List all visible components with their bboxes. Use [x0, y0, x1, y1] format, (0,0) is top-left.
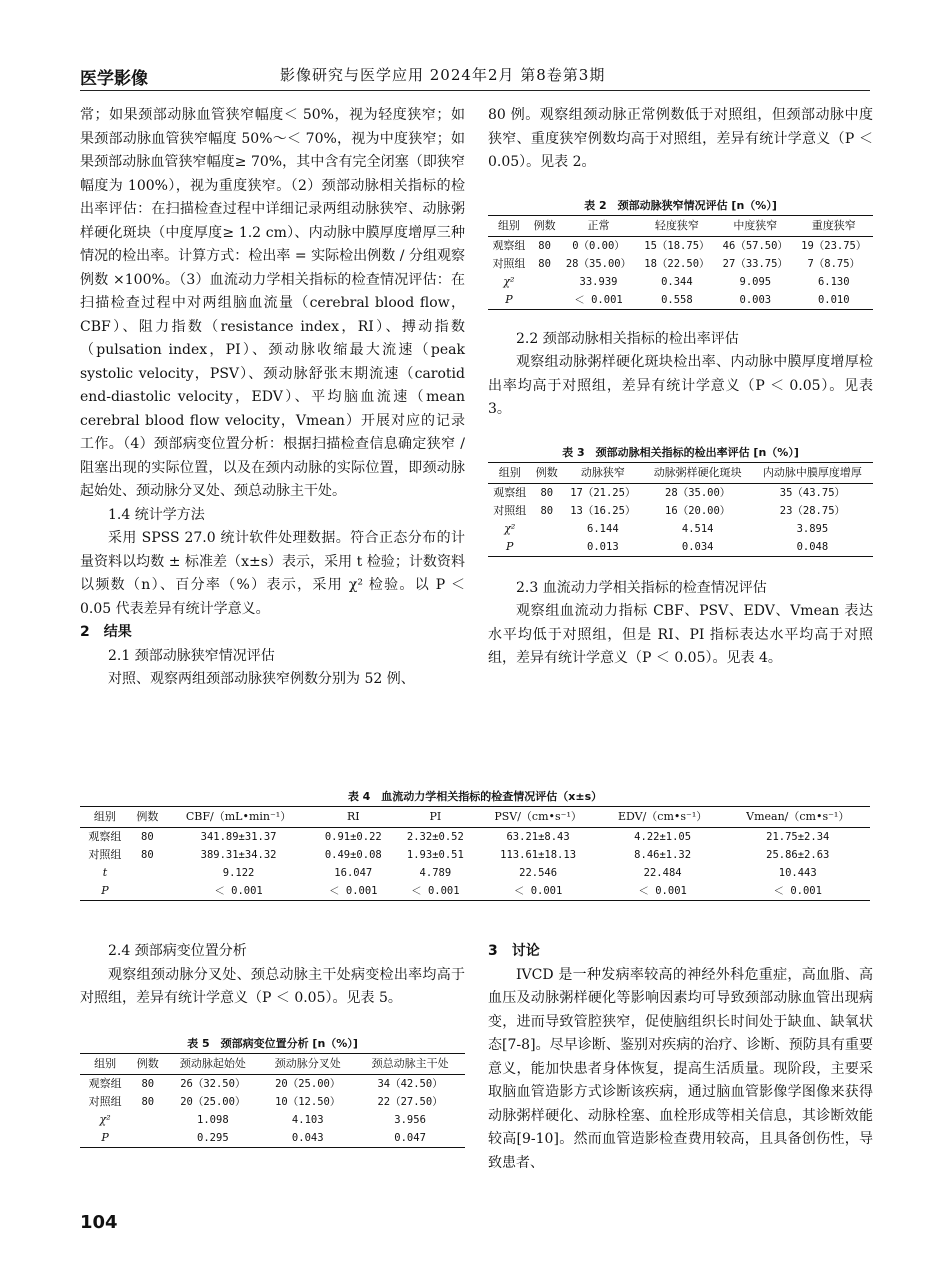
- section-heading: 2.4 颈部病变位置分析: [108, 943, 247, 959]
- table-cell: 28（35.00）: [665, 486, 731, 499]
- paragraph: 对照、观察两组颈部动脉狭窄例数分别为 52 例、: [108, 671, 415, 687]
- table-cell: 34（42.50）: [377, 1077, 443, 1090]
- section-label: 医学影像: [80, 69, 148, 89]
- left-column-lower: [80, 940, 465, 1148]
- table-cell: 8.46±1.32: [634, 849, 692, 861]
- table-cell: 13（16.25）: [570, 504, 636, 517]
- table-row: [488, 520, 873, 538]
- table-cell: 22.546: [519, 867, 558, 879]
- table-cell: [130, 882, 165, 901]
- column-header: 正常: [559, 215, 637, 236]
- table-cell: 对照组: [493, 503, 527, 517]
- column-header: 重度狭窄: [795, 215, 873, 236]
- column-header: 动脉狭窄: [562, 462, 643, 483]
- table-cell: ＜ 0.001: [312, 882, 394, 901]
- column-header: Vmean/（cm•s⁻¹）: [725, 807, 870, 828]
- table-4: [80, 788, 870, 901]
- table-header-row: [80, 807, 870, 828]
- right-column: [488, 104, 873, 671]
- table-cell: 0（0.00）: [572, 239, 625, 252]
- table-header-row: [488, 462, 873, 483]
- table-cell: 23（28.75）: [779, 504, 846, 517]
- paragraph: 观察组血流动力指标 CBF、PSV、EDV、Vmean 表达水平均低于对照组，但是 RI、PI 指标表达水平均高于对照组，差异有统计学意义（P ＜ 0.05）。见表 4。: [488, 603, 873, 666]
- table-cell: 1.098: [197, 1113, 229, 1126]
- column-header: 轻度狭窄: [638, 215, 716, 236]
- header-rule: [80, 90, 870, 91]
- table-cell: 16.047: [334, 867, 373, 879]
- table-cell: 观察组: [88, 1076, 122, 1090]
- column-header: PI: [394, 807, 476, 828]
- column-header: 颈动脉分叉处: [260, 1053, 355, 1074]
- table-cell: 80: [540, 486, 554, 499]
- page-number: 104: [80, 1212, 118, 1233]
- table-row: [80, 864, 870, 882]
- table-cell: χ²: [99, 1112, 111, 1126]
- table-cell: ＜ 0.001: [476, 882, 599, 901]
- table-row: [488, 538, 873, 557]
- data-table: [488, 462, 873, 557]
- data-table: [80, 1053, 465, 1148]
- section-heading: 2.3 血流动力学相关指标的检查情况评估: [516, 579, 767, 596]
- table-cell: 7（8.75）: [807, 257, 861, 270]
- table-cell: 4.103: [291, 1113, 324, 1126]
- table-cell: 6.144: [587, 522, 619, 535]
- table-cell: 63.21±8.43: [506, 831, 570, 843]
- table-cell: [532, 538, 563, 557]
- paragraph: IVCD 是一种发病率较高的神经外科危重症，高血脂、高血压及动脉粥样硬化等影响因素均可导致颈部动脉血管出现病变，进而导致管腔狭窄，促使脑组织长时间处于缺血、缺氧状态[7-8]。尽早诊断、鉴别对疾病的治疗、诊断、预防具有重要意义，能加快患者身体恢复，提高生活质量。现阶段，主要采取脑血管造影方式诊断该疾病，通过脑血管影像学图像来获得动脉粥样硬化、动脉栓塞、血栓形成等相关信息，其诊断效能较高[9-10]。然而血管造影检查费用较高，且具备创伤性，导致患者、: [488, 966, 873, 1171]
- table-cell: 80: [141, 831, 154, 843]
- table-cell: 观察组: [88, 830, 122, 843]
- table-caption: 表 3 颈部动脉相关指标的检出率评估 [n（%）]: [562, 445, 799, 459]
- table-cell: 25.86±2.63: [766, 849, 830, 861]
- table-cell: 389.31±34.32: [200, 849, 277, 861]
- table-cell: 0.034: [644, 538, 752, 557]
- table-cell: 80: [141, 1095, 155, 1108]
- table-cell: 10.443: [778, 867, 817, 879]
- column-header: 组别: [488, 215, 530, 236]
- table-cell: 17（21.25）: [570, 486, 636, 499]
- column-header: 例数: [130, 807, 165, 828]
- table-row: [80, 1111, 465, 1129]
- column-header: 颈总动脉主干处: [355, 1053, 465, 1074]
- table-caption: 表 5 颈部病变位置分析 [n（%）]: [187, 1036, 358, 1050]
- table-cell: 28（35.00）: [565, 257, 632, 270]
- right-column-lower: [488, 940, 873, 1175]
- table-cell: 0.043: [260, 1129, 355, 1148]
- table-cell: 观察组: [493, 485, 527, 499]
- table-cell: 16（20.00）: [665, 504, 731, 517]
- table-cell: 0.91±0.22: [324, 831, 382, 843]
- section-heading: 2.2 颈部动脉相关指标的检出率评估: [516, 330, 739, 347]
- table-cell: 观察组: [492, 238, 526, 252]
- table-cell: t: [102, 866, 108, 879]
- table-cell: 20（25.00）: [180, 1095, 246, 1108]
- table-row: [488, 502, 873, 520]
- table-row: [80, 1074, 465, 1093]
- table-cell: 35（43.75）: [779, 486, 846, 499]
- section-heading: 3 讨论: [488, 943, 540, 959]
- column-header: 颈动脉起始处: [165, 1053, 260, 1074]
- column-header: 内动脉中膜厚度增厚: [752, 462, 873, 483]
- column-header: 组别: [80, 807, 130, 828]
- table-cell: 对照组: [88, 848, 122, 861]
- column-header: 中度狭窄: [716, 215, 794, 236]
- table-row: [488, 255, 873, 273]
- table-cell: 9.122: [222, 867, 255, 879]
- column-header: EDV/（cm•s⁻¹）: [600, 807, 726, 828]
- table-cell: 18（22.50）: [644, 257, 710, 270]
- table-caption: 表 4 血流动力学相关指标的检查情况评估（x±s）: [347, 790, 603, 803]
- table-cell: χ²: [503, 274, 515, 288]
- table-header-row: [80, 1053, 465, 1074]
- table-cell: 0.344: [661, 275, 693, 288]
- table-3: [488, 444, 873, 557]
- table-cell: P: [80, 1129, 130, 1148]
- table-2: [488, 197, 873, 310]
- column-header: RI: [312, 807, 394, 828]
- table-cell: 3.895: [796, 522, 829, 535]
- table-cell: [530, 273, 559, 291]
- table-cell: 0.047: [355, 1129, 465, 1148]
- table-cell: [130, 1111, 165, 1129]
- table-cell: 10（12.50）: [275, 1095, 341, 1108]
- section-heading: 2 结果: [80, 624, 132, 640]
- table-row: [488, 291, 873, 310]
- table-5: [80, 1035, 465, 1148]
- table-row: [488, 273, 873, 291]
- table-cell: 1.93±0.51: [406, 849, 464, 861]
- column-header: 例数: [532, 462, 563, 483]
- page-header: [80, 62, 870, 92]
- data-table: [488, 215, 873, 310]
- table-cell: 0.013: [562, 538, 643, 557]
- left-column: [80, 104, 465, 692]
- table-cell: 4.514: [681, 522, 714, 535]
- table-cell: 0.010: [795, 291, 873, 310]
- table-cell: 21.75±2.34: [766, 831, 830, 843]
- column-header: 动脉粥样硬化斑块: [644, 462, 752, 483]
- table-cell: 0.048: [752, 538, 873, 557]
- table-cell: 113.61±18.13: [500, 849, 577, 861]
- table-cell: 80: [538, 239, 551, 252]
- paragraph: 常；如果颈部动脉血管狭窄幅度＜ 50%，视为轻度狭窄；如果颈部动脉血管狭窄幅度 50%～＜ 70%，视为中度狭窄；如果颈部动脉血管狭窄幅度≥ 70%，其中含有完全闭塞（即狭窄幅度为 100%），视为重度狭窄。（2）颈部动脉相关指标的检出率评估：在扫描检查过程中详细记录两组动脉狭窄、动脉粥样硬化斑块（中度厚度≥ 1.2 cm）、内动脉中膜厚度增厚三种情况的检出率。计算方式：检出率 = 实际检出例数 / 分组观察例数 ×100%。（3）血流动力学相关指标的检查情况评估：在扫描检查过程中对两组脑血流量（cerebral blood flow，CBF）、阻力指数（resistance index，RI）、搏动指数（pulsation index，PI）、颈动脉收缩最大流速（peak systolic velocity，PSV）、颈动脉舒张末期流速（carotid end-diastolic velocity，EDV）、平均脑血流速（mean cerebral blood flow velocity，Vmean）开展对应的记录工作。（4）颈部病变位置分析：根据扫描检查信息确定狭窄 / 阻塞出现的实际位置，以及在颈内动脉的实际位置，即颈动脉起始处、颈动脉分叉处、颈总动脉主干处。: [80, 107, 465, 499]
- table-cell: 19（23.75）: [801, 239, 867, 252]
- table-cell: ＜ 0.001: [600, 882, 726, 901]
- table-caption: 表 2 颈部动脉狭窄情况评估 [n（%）]: [584, 198, 777, 212]
- table-cell: ＜ 0.001: [165, 882, 312, 901]
- table-cell: 3.956: [394, 1113, 426, 1126]
- table-cell: ＜ 0.001: [394, 882, 476, 901]
- table-cell: 6.130: [817, 275, 850, 288]
- table-cell: 22.484: [643, 867, 682, 879]
- table-row: [80, 828, 870, 847]
- paragraph: 80 例。观察组颈动脉正常例数低于对照组，但颈部动脉中度狭窄、重度狭窄例数均高于对照组，差异有统计学意义（P ＜ 0.05）。见表 2。: [488, 107, 873, 170]
- table-cell: 27（33.75）: [722, 257, 788, 270]
- table-cell: [532, 520, 563, 538]
- table-cell: 对照组: [88, 1094, 122, 1108]
- table-cell: [530, 291, 559, 310]
- table-cell: 2.32±0.52: [406, 831, 464, 843]
- table-cell: χ²: [504, 521, 516, 535]
- table-cell: 22（27.50）: [377, 1095, 443, 1108]
- table-cell: 15（18.75）: [644, 239, 710, 252]
- table-cell: 26（32.50）: [180, 1077, 246, 1090]
- table-cell: 4.789: [419, 867, 452, 879]
- table-cell: 0.295: [165, 1129, 260, 1148]
- table-cell: 对照组: [492, 256, 526, 270]
- data-table: [80, 806, 870, 901]
- table-cell: 33.939: [579, 275, 618, 288]
- section-heading: 2.1 颈部动脉狭窄情况评估: [108, 647, 275, 664]
- table-row: [80, 846, 870, 864]
- paragraph: 观察组颈动脉分叉处、颈总动脉主干处病变检出率均高于对照组，差异有统计学意义（P ＜ 0.05）。见表 5。: [80, 966, 465, 1006]
- table-cell: 0.49±0.08: [324, 849, 382, 861]
- paragraph: 采用 SPSS 27.0 统计软件处理数据。符合正态分布的计量资料以均数 ± 标准差（x±s）表示，采用 t 检验；计数资料以频数（n）、百分率（%）表示，采用 χ² 检验。以 P ＜ 0.05 代表差异有统计学意义。: [80, 530, 465, 617]
- column-header: CBF/（mL•min⁻¹）: [165, 807, 312, 828]
- table-cell: P: [488, 291, 530, 310]
- table-cell: 46（57.50）: [722, 239, 788, 252]
- table-cell: 4.22±1.05: [634, 831, 692, 843]
- table-cell: 80: [540, 504, 554, 517]
- table-cell: ＜ 0.001: [725, 882, 870, 901]
- column-header: 例数: [530, 215, 559, 236]
- table-cell: 80: [141, 849, 154, 861]
- column-header: 组别: [80, 1053, 130, 1074]
- table-cell: 341.89±31.37: [200, 831, 277, 843]
- column-header: 组别: [488, 462, 532, 483]
- table-cell: 0.558: [638, 291, 716, 310]
- section-heading: 1.4 统计学方法: [108, 506, 205, 523]
- table-row: [488, 236, 873, 255]
- paragraph: 观察组动脉粥样硬化斑块检出率、内动脉中膜厚度增厚检出率均高于对照组，差异有统计学意义（P ＜ 0.05）。见表 3。: [488, 354, 873, 417]
- table-row: [488, 483, 873, 502]
- table-cell: 0.003: [716, 291, 794, 310]
- table-cell: ＜ 0.001: [559, 291, 637, 310]
- table-row: [80, 882, 870, 901]
- table-header-row: [488, 215, 873, 236]
- table-cell: P: [488, 538, 532, 557]
- table-cell: [130, 1129, 165, 1148]
- column-header: PSV/（cm•s⁻¹）: [476, 807, 599, 828]
- table-cell: P: [80, 882, 130, 901]
- table-row: [80, 1129, 465, 1148]
- journal-info: 影像研究与医学应用 2024年2月 第8卷第3期: [280, 66, 606, 84]
- table-cell: 20（25.00）: [275, 1077, 341, 1090]
- column-header: 例数: [130, 1053, 165, 1074]
- table-cell: 80: [141, 1077, 155, 1090]
- table-row: [80, 1093, 465, 1111]
- table-cell: 80: [538, 257, 551, 270]
- table-cell: 9.095: [739, 275, 772, 288]
- table-cell: [130, 864, 165, 882]
